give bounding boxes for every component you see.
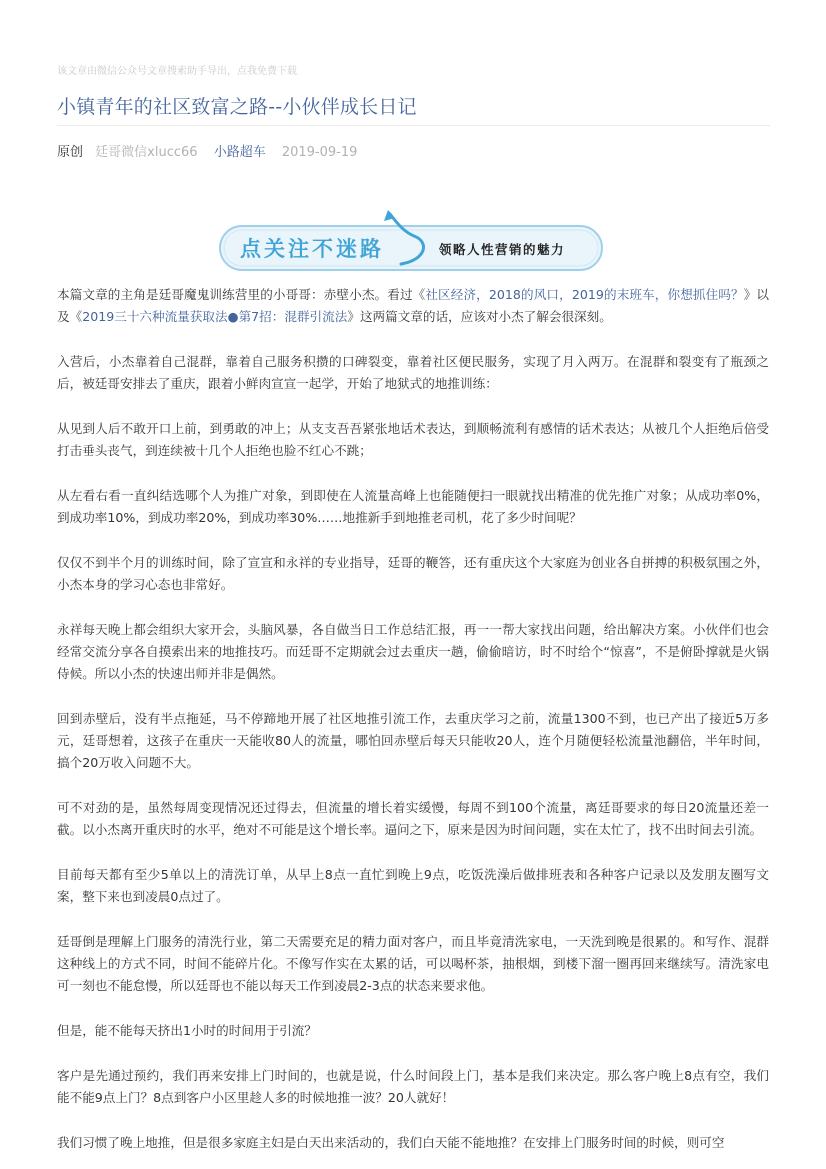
- paragraph-1-text-a: 本篇文章的主角是廷哥魔鬼训练营里的小哥哥：赤壁小杰。看过《: [57, 287, 426, 302]
- related-article-link-1[interactable]: 社区经济，2018的风口，2019的末班车，你想抓住吗？: [425, 287, 744, 302]
- article-body: [57, 284, 769, 1154]
- article-meta: [57, 141, 357, 160]
- article-title: 小镇青年的社区致富之路--小伙伴成长日记: [57, 96, 417, 118]
- paragraph-1-text-c: 》这两篇文章的话，应该对小杰了解会很深刻。: [347, 309, 612, 324]
- follow-banner: [218, 208, 604, 274]
- paragraph-12: 客户是先通过预约，我们再来安排上门时间的，也就是说，什么时间段上门，基本是我们来决定。那么客户晚上8点有空，我们能不能9点上门？8点到客户小区里趁人多的时候地推一波？20人就好！: [57, 1068, 769, 1105]
- account-name-link[interactable]: 小路超车: [213, 145, 266, 160]
- paragraph-10: 廷哥倒是理解上门服务的清洗行业，第二天需要充足的精力面对客户，而且毕竟清洗家电，一天洗到晚是很累的。和写作、混群这种线上的方式不同，时间不能碎片化。不像写作实在太累的话，可以喝杯茶，抽根烟，到楼下溜一圈再回来继续写。清洗家电可一刻也不能怠慢，所以廷哥也不能以每天工作到凌晨2-3点的状态来要求他。: [57, 934, 769, 993]
- paragraph-9: 目前每天都有至少5单以上的清洗订单，从早上8点一直忙到晚上9点，吃饭洗澡后做排班表和各种客户记录以及发朋友圈写文案，整下来也到凌晨0点过了。: [57, 867, 769, 904]
- paragraph-2: 入营后，小杰靠着自己混群，靠着自己服务积攒的口碑裂变，靠着社区便民服务，实现了月入两万。在混群和裂变有了瓶颈之后，被廷哥安排去了重庆，跟着小鲜肉宣宣一起学，开始了地狱式的地推训练：: [57, 354, 769, 391]
- paragraph-7: 回到赤壁后，没有半点拖延，马不停蹄地开展了社区地推引流工作，去重庆学习之前，流量1300不到，也已产出了接近5万多元，廷哥想着，这孩子在重庆一天能收80人的流量，哪怕回赤壁后每天只能收20人，连个月随便轻松流量池翻倍，半年时间，搞个20万收入问题不大。: [57, 711, 769, 770]
- paragraph-5: 仅仅不到半个月的训练时间，除了宣宣和永祥的专业指导，廷哥的鞭答，还有重庆这个大家庭为创业各自拼搏的积极氛围之外，小杰本身的学习心态也非常好。: [57, 555, 769, 592]
- related-article-link-2[interactable]: 2019三十六种流量获取法●第7招：混群引流法: [82, 309, 348, 324]
- paragraph-13: 我们习惯了晚上地推，但是很多家庭主妇是白天出来活动的，我们白天能不能地推？在安排上门服务时间的时候，则可空: [57, 1135, 725, 1150]
- original-label: 原创: [57, 145, 84, 160]
- paragraph-3: 从见到人后不敢开口上前，到勇敢的冲上；从支支吾吾紧张地话术表达，到顺畅流利有感情的话术表达；从被几个人拒绝后倍受打击垂头丧气，到连续被十几个人拒绝也脸不红心不跳；: [57, 421, 769, 458]
- title-divider: [57, 125, 770, 126]
- author-name: 廷哥微信xlucc66: [95, 145, 198, 160]
- paragraph-11: 但是，能不能每天挤出1小时的时间用于引流？: [57, 1023, 317, 1038]
- paragraph-4: 从左看右看一直纠结选哪个人为推广对象，到即使在人流量高峰上也能随便扫一眼就找出精准的优先推广对象；从成功率0%，到成功率10%，到成功率20%，到成功率30%……地推新手到地推老司机，花了多少时间呢？: [57, 488, 769, 525]
- export-notice-link[interactable]: 该文章由微信公众号文章搜索助手导出，点我免费下载: [57, 66, 297, 77]
- paragraph-6: 永祥每天晚上都会组织大家开会，头脑风暴，各自做当日工作总结汇报，再一一帮大家找出问题，给出解决方案。小伙伴们也会经常交流分享各自摸索出来的地推技巧。而廷哥不定期就会过去重庆一趟，偷偷暗访，时不时给个“惊喜”，不是俯卧撑就是火锅侍候。所以小杰的快速出师并非是偶然。: [57, 622, 769, 681]
- follow-call-to-action: 点关注不迷路: [240, 237, 384, 261]
- paragraph-1: [57, 284, 769, 328]
- banner-slogan: 领略人性营销的魅力: [439, 242, 566, 257]
- publish-date: 2019-09-19: [281, 145, 358, 160]
- paragraph-8: 可不对劲的是，虽然每周变现情况还过得去，但流量的增长着实缓慢，每周不到100个流量，离廷哥要求的每日20流量还差一截。以小杰离开重庆时的水平，绝对不可能是这个增长率。逼问之下，原来是因为时间问题，实在太忙了，找不出时间去引流。: [57, 800, 769, 837]
- paragraph-1-text-b: 》以及《: [57, 287, 770, 324]
